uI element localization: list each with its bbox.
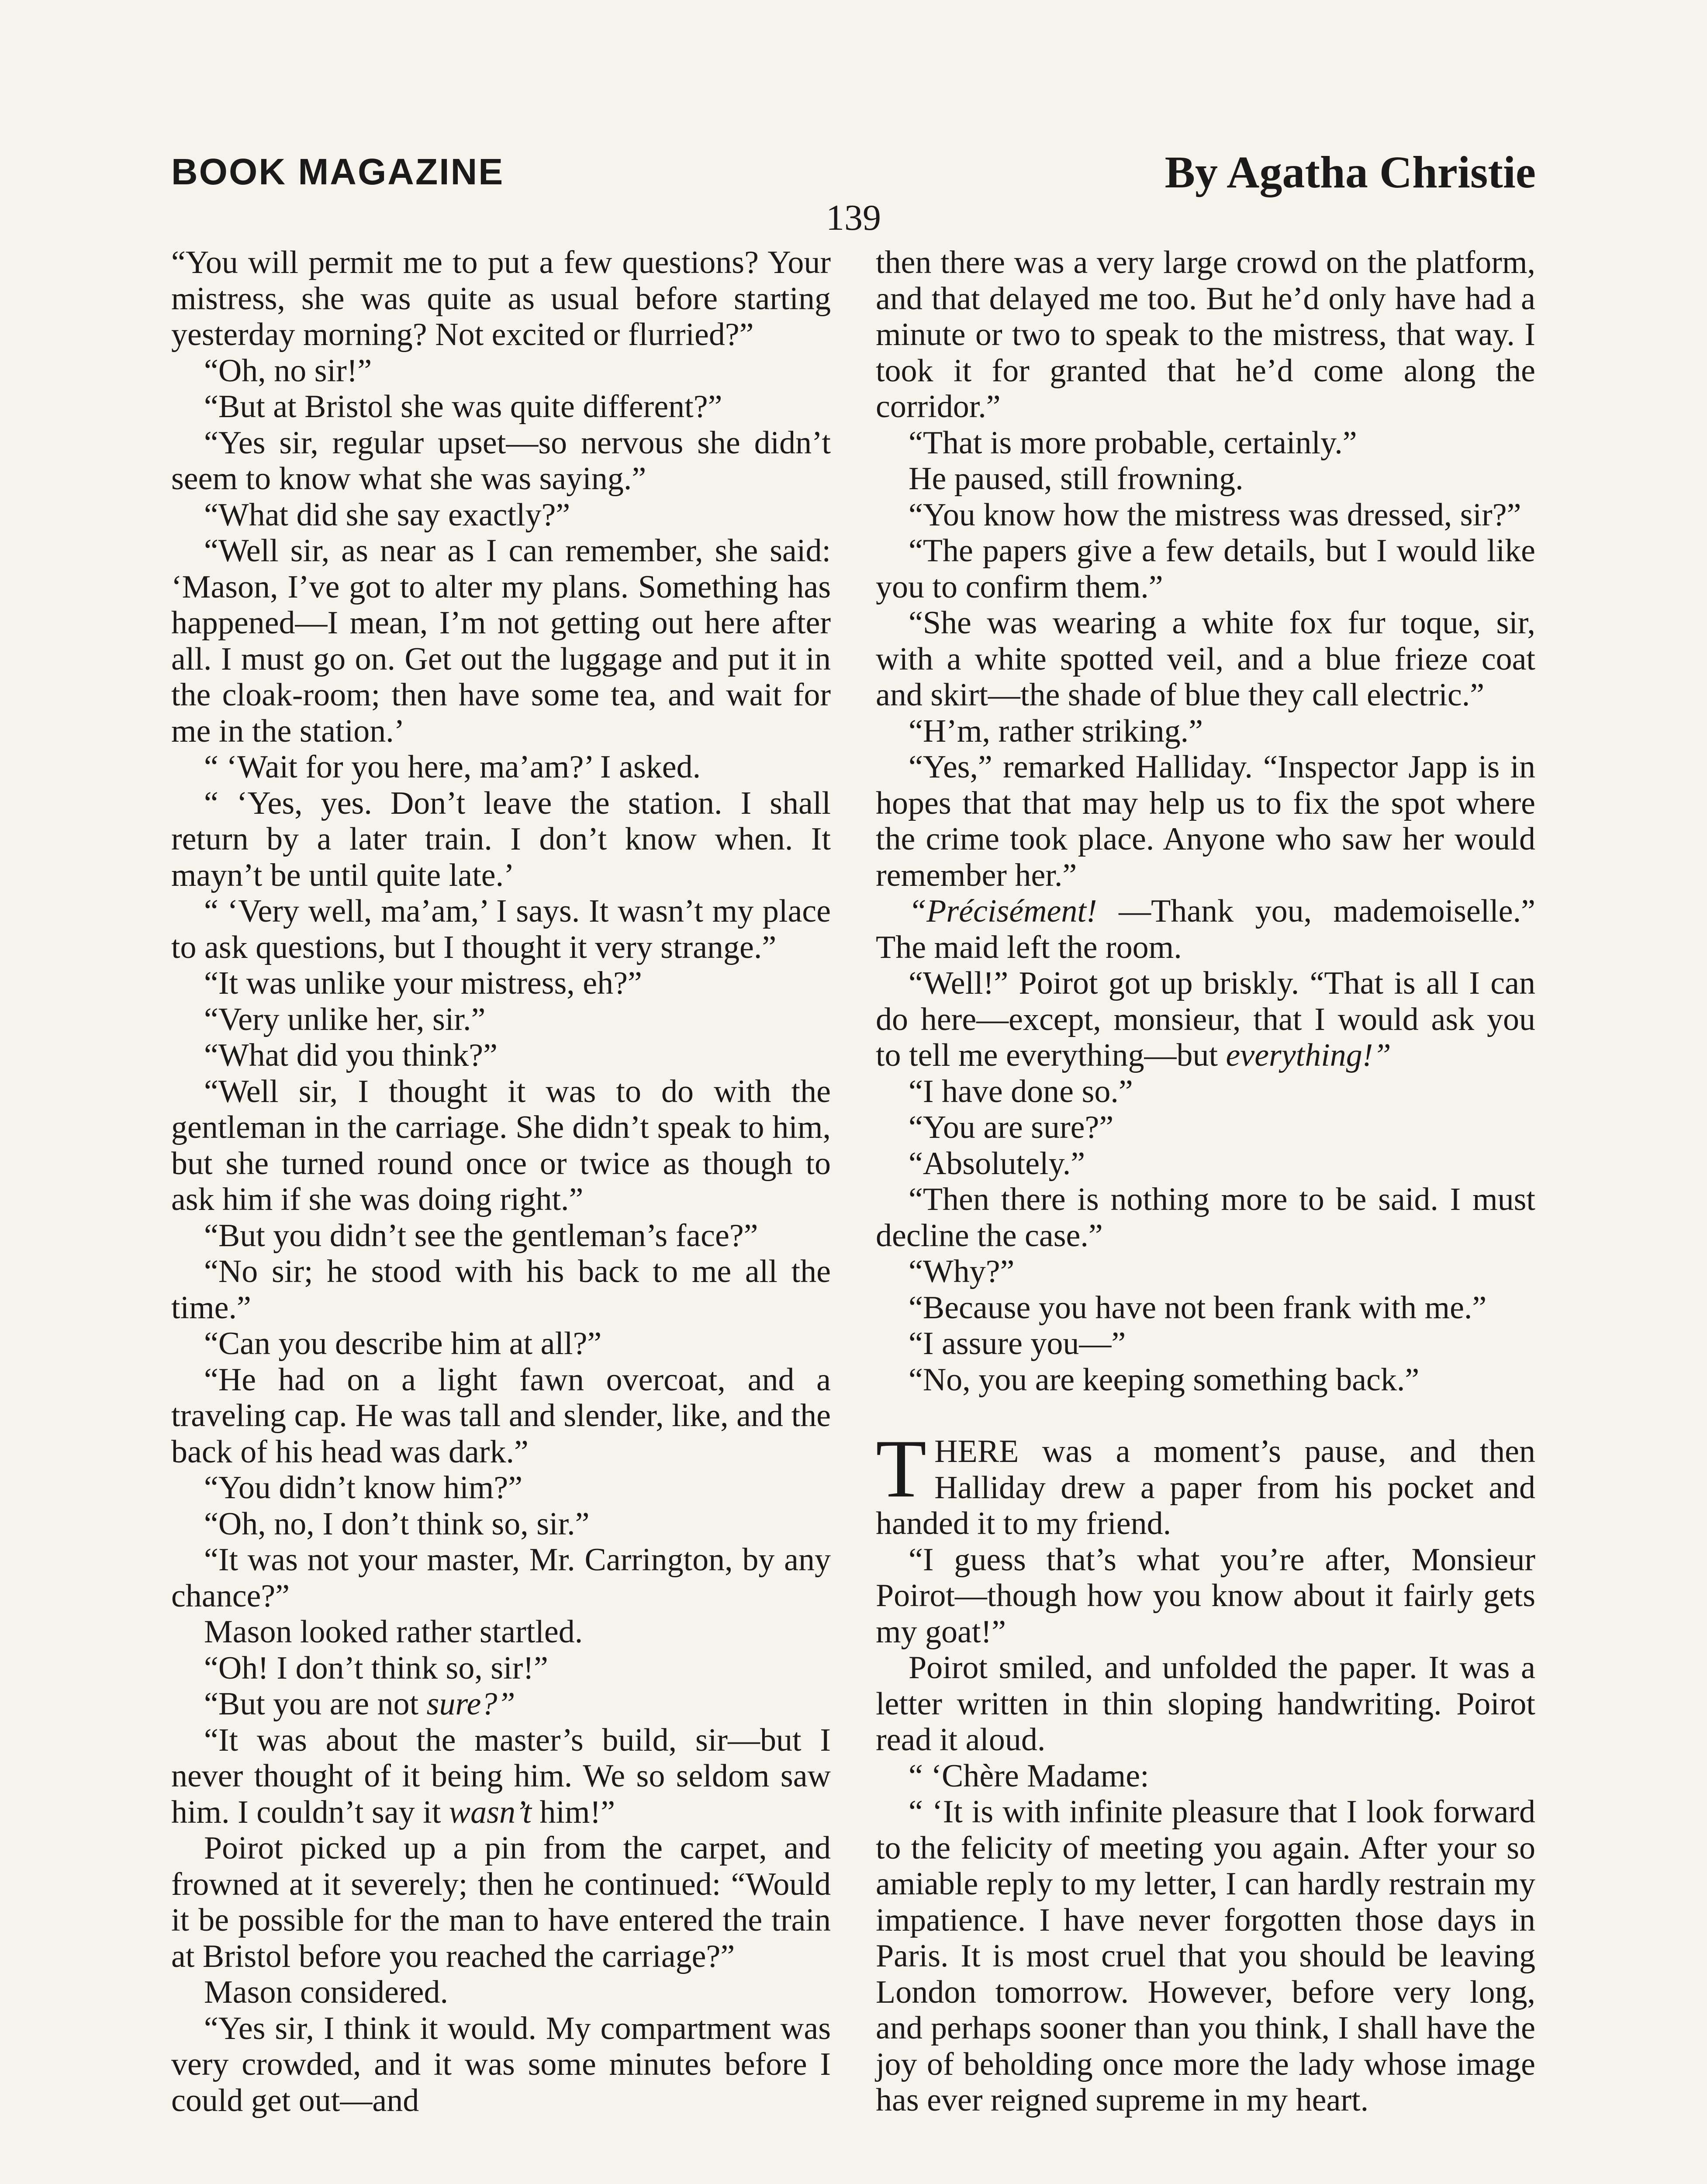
italic-text: everything!”	[1226, 1037, 1391, 1073]
paragraph: “I guess that’s what you’re after, Monsieur Poirot—though how you know about it fairly gets my goat!”	[876, 1541, 1535, 1650]
drop-cap: T	[876, 1423, 927, 1515]
paragraph: “No sir; he stood with his back to me all the time.”	[171, 1254, 831, 1326]
paragraph: “ ‘Chère Madame:	[909, 1758, 1149, 1794]
paragraph: “Because you have not been frank with me.”	[909, 1289, 1487, 1326]
paragraph: “You didn’t know him?”	[204, 1470, 523, 1506]
italic-text: “Précisément!	[909, 893, 1097, 929]
paragraph: “The papers give a few details, but I would like you to confirm them.”	[876, 533, 1535, 605]
paragraph: “It was unlike your mistress, eh?”	[204, 965, 642, 1001]
paragraph: “No, you are keeping something back.”	[909, 1362, 1420, 1398]
right-column	[876, 245, 1535, 2118]
paragraph	[171, 1722, 831, 1831]
paragraph: “Oh, no sir!”	[204, 352, 372, 389]
text-run: “Well!” Poirot got up briskly. “That is all I can do here—except, monsieur, that I would ask you to tell me everything—but	[876, 965, 1535, 1073]
paragraph: “It was not your master, Mr. Carrington, by any chance?”	[171, 1542, 831, 1614]
paragraph: “Can you describe him at all?”	[204, 1326, 602, 1362]
paragraph: “You will permit me to put a few questions? Your mistress, she was quite as usual before starting yesterday morning? Not excited or flurried?”	[171, 245, 831, 352]
paragraph: “Yes sir, regular upset—so nervous she didn’t seem to know what she was saying.”	[171, 425, 831, 497]
paragraph: then there was a very large crowd on the platform, and that delayed me too. But he’d only have had a minute or two to speak to the mistress, that way. I took it for granted that he’d come along the corridor.”	[876, 245, 1535, 425]
paragraph	[876, 965, 1535, 1074]
paragraph: Poirot picked up a pin from the carpet, and frowned at it severely; then he continued: “Would it be possible for the man to have entered the train at Bristol before you reached the carriage?”	[171, 1830, 831, 1974]
italic-text: sure?”	[426, 1686, 515, 1722]
paragraph: “Well sir, as near as I can remember, she said: ‘Mason, I’ve got to alter my plans. Something has happened—I mean, I’m not getting out here after all. I must go on. Get out the luggage and put it in the cloak-room; then have some tea, and wait for me in the station.’	[171, 533, 831, 749]
paragraph: “Very unlike her, sir.”	[204, 1001, 486, 1037]
section-start-paragraph	[876, 1423, 1535, 1542]
paragraph	[876, 893, 1535, 965]
paragraph: “Absolutely.”	[909, 1145, 1085, 1182]
paragraph: Mason considered.	[204, 1974, 448, 2010]
paragraph: “You know how the mistress was dressed, sir?”	[909, 497, 1521, 533]
text-run: him!”	[531, 1794, 615, 1830]
paragraph: “Oh, no, I don’t think so, sir.”	[204, 1506, 590, 1542]
text-run: “It was about the master’s build, sir—but I never thought of it being him. We so seldom saw him. I couldn’t say it	[171, 1722, 831, 1830]
author-byline: By Agatha Christie	[1164, 147, 1536, 197]
italic-text: wasn’t	[449, 1794, 532, 1830]
paragraph: “Well sir, I thought it was to do with the gentleman in the carriage. She didn’t speak to him, but she turned round once or twice as though to ask him if she was doing right.”	[171, 1073, 831, 1217]
paragraph: He paused, still frowning.	[909, 461, 1244, 497]
text-run: —Thank you, mademoiselle.” The maid left the room.	[876, 893, 1535, 965]
paragraph: “But you didn’t see the gentleman’s face?”	[204, 1217, 758, 1254]
text-run: “But you are not	[204, 1686, 427, 1722]
text-run: HERE was a moment’s pause, and then Halliday drew a paper from his pocket and handed it to my friend.	[876, 1434, 1535, 1541]
paragraph: “ ‘It is with infinite pleasure that I look forward to the felicity of meeting you again. After your so amiable reply to my letter, I can hardly restrain my impatience. I have never forgotten those days in Paris. It is most cruel that you should be leaving London tomorrow. However, before very long, and perhaps sooner than you think, I shall have the joy of beholding once more the lady whose image has ever reigned supreme in my heart.	[876, 1794, 1535, 2118]
paragraph: “ ‘Very well, ma’am,’ I says. It wasn’t my place to ask questions, but I thought it very strange.”	[171, 893, 831, 965]
paragraph: “Then there is nothing more to be said. I must decline the case.”	[876, 1182, 1535, 1254]
paragraph: “But at Bristol she was quite different?”	[204, 389, 722, 425]
magazine-title: BOOK MAGAZINE	[171, 151, 504, 192]
paragraph: “That is more probable, certainly.”	[909, 425, 1357, 461]
paragraph: “I have done so.”	[909, 1073, 1133, 1109]
paragraph: “I assure you—”	[909, 1326, 1126, 1362]
paragraph: “What did you think?”	[204, 1037, 498, 1073]
paragraph: “ ‘Wait for you here, ma’am?’ I asked.	[204, 749, 701, 785]
paragraph: “Yes sir, I think it would. My compartment was very crowded, and it was some minutes before I could get out—and	[171, 2010, 831, 2118]
paragraph: “H’m, rather striking.”	[909, 713, 1203, 749]
left-column	[171, 245, 831, 2118]
paragraph	[171, 1686, 831, 1722]
paragraph: “ ‘Yes, yes. Don’t leave the station. I shall return by a later train. I don’t know when. It mayn’t be until quite late.’	[171, 785, 831, 893]
paragraph: Poirot smiled, and unfolded the paper. It was a letter written in thin sloping handwriting. Poirot read it aloud.	[876, 1650, 1535, 1758]
paragraph: “He had on a light fawn overcoat, and a traveling cap. He was tall and slender, like, and the back of his head was dark.”	[171, 1362, 831, 1470]
paragraph: “Oh! I don’t think so, sir!”	[204, 1650, 548, 1686]
page-number: 139	[826, 197, 881, 238]
paragraph: “Yes,” remarked Halliday. “Inspector Japp is in hopes that that may help us to fix the spot where the crime took place. Anyone who saw her would remember her.”	[876, 749, 1535, 893]
paragraph: “She was wearing a white fox fur toque, sir, with a white spotted veil, and a blue frieze coat and skirt—the shade of blue they call electric.”	[876, 605, 1535, 713]
paragraph: “Why?”	[909, 1254, 1015, 1289]
paragraph: Mason looked rather startled.	[204, 1614, 583, 1650]
paragraph: “What did she say exactly?”	[204, 497, 570, 533]
paragraph: “You are sure?”	[909, 1109, 1114, 1145]
